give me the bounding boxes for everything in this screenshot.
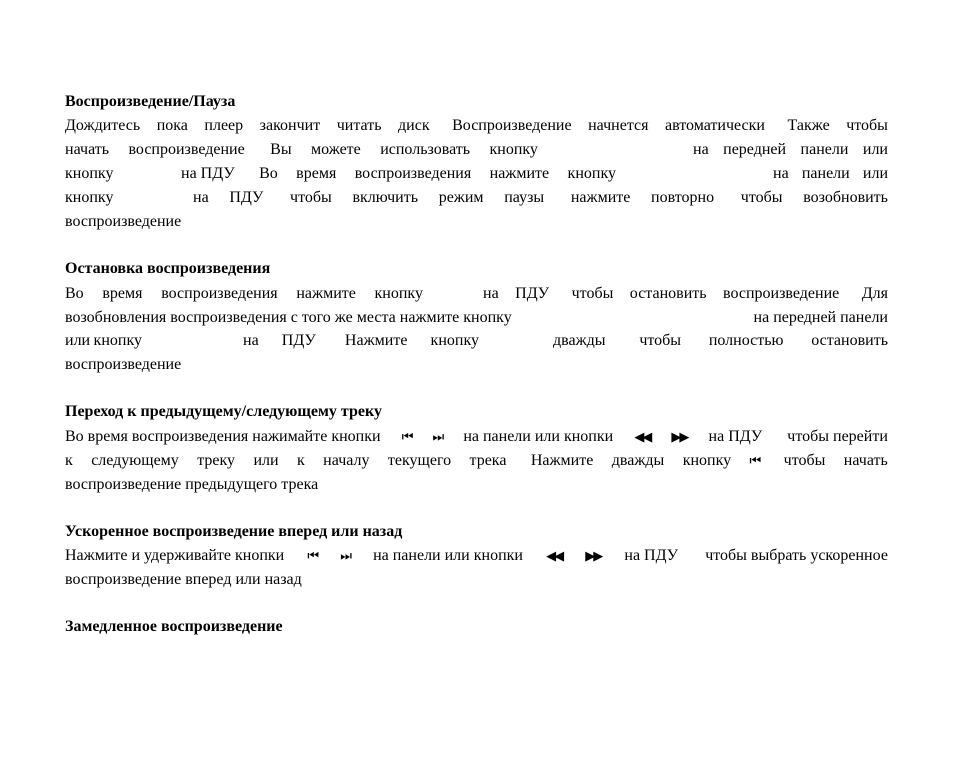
- text-segment: [483, 284, 888, 304]
- text-segment: на ПДУ: [708, 428, 763, 445]
- word: чтобы: [639, 332, 682, 349]
- word: началу: [323, 452, 370, 469]
- text-segment: возобновления воспроизведения с того же места нажмите кнопку: [65, 309, 512, 326]
- text-segment: Во время воспроизведения нажимайте кнопки: [65, 428, 381, 445]
- word: диск: [398, 117, 430, 134]
- word: кнопку: [567, 165, 616, 182]
- section-heading-play-pause: Воспроизведение/Пауза: [65, 93, 236, 110]
- word: на: [773, 165, 789, 182]
- word: трека: [469, 452, 507, 469]
- word: нажмите: [570, 189, 631, 206]
- word: панели: [800, 141, 849, 158]
- word: пока: [156, 117, 188, 134]
- text-segment: [243, 331, 479, 351]
- word: нажмите: [489, 165, 550, 182]
- word: на: [193, 189, 209, 206]
- word: кнопку: [682, 452, 732, 469]
- text-segment: [693, 140, 888, 160]
- text-segment: [773, 164, 888, 184]
- text-segment: на панели или кнопки: [373, 547, 523, 564]
- word: Во: [259, 165, 278, 182]
- word: следующему: [91, 452, 179, 469]
- word: или: [65, 332, 91, 349]
- word: чтобы: [290, 189, 332, 206]
- word: остановить: [811, 332, 888, 349]
- word: ПДУ: [281, 332, 316, 349]
- text-segment: [553, 331, 888, 351]
- text-line: воспроизведение предыдущего трека: [65, 476, 319, 493]
- text-segment: [193, 188, 888, 208]
- word: ПДУ: [515, 285, 550, 302]
- text-line: [65, 451, 888, 471]
- word: чтобы: [846, 117, 888, 134]
- word: можете: [311, 141, 361, 158]
- word: на: [693, 141, 709, 158]
- word: паузы: [504, 189, 545, 206]
- word: панели: [801, 165, 850, 182]
- skip-previous-icon: ⏮: [749, 453, 760, 468]
- text-segment: на передней панели: [753, 309, 888, 326]
- text-segment: Нажмите и удерживайте кнопки: [65, 547, 285, 564]
- word: на: [243, 332, 259, 349]
- word: полностью: [708, 332, 784, 349]
- word: к: [65, 452, 73, 469]
- skip-previous-icon: ⏮: [307, 548, 318, 563]
- word: чтобы: [783, 452, 826, 469]
- word: остановить: [629, 285, 707, 302]
- word: время: [296, 165, 337, 182]
- word: дважды: [553, 332, 606, 349]
- text-segment: [65, 140, 538, 160]
- word: чтобы: [740, 189, 783, 206]
- word: возобновить: [803, 189, 888, 206]
- fast-forward-icon: ▶▶: [671, 429, 688, 444]
- word: чтобы: [571, 285, 614, 302]
- section-heading-slow-playback: Замедленное воспроизведение: [65, 618, 283, 635]
- word: плеер: [204, 117, 244, 134]
- word: треку: [197, 452, 236, 469]
- word: передней: [723, 141, 787, 158]
- word: читать: [336, 117, 382, 134]
- skip-previous-icon: ⏮: [401, 429, 412, 444]
- word: к: [296, 452, 305, 469]
- fast-forward-icon: ▶▶: [585, 548, 602, 563]
- section-heading-fast-playback: Ускоренное воспроизведение вперед или назад: [65, 523, 403, 540]
- word: Нажмите: [530, 452, 594, 469]
- word: Нажмите: [344, 332, 408, 349]
- word: на ПДУ: [181, 165, 235, 182]
- section-heading-stop: Остановка воспроизведения: [65, 260, 271, 277]
- word: время: [102, 285, 143, 302]
- word: повторно: [651, 189, 715, 206]
- word: Дождитесь: [65, 117, 141, 134]
- text-line: воспроизведение: [65, 356, 182, 373]
- word: или: [862, 165, 888, 182]
- word: использовать: [380, 141, 471, 158]
- text-segment: на панели или кнопки: [463, 428, 614, 445]
- word: текущего: [387, 452, 452, 469]
- text-segment: на ПДУ: [624, 547, 679, 564]
- rewind-icon: ◀◀: [634, 429, 651, 444]
- word: автоматически: [664, 117, 765, 134]
- word: воспроизведения: [354, 165, 472, 182]
- word: или: [862, 141, 888, 158]
- word: кнопку: [430, 332, 479, 349]
- word: включить: [352, 189, 419, 206]
- word: дважды: [611, 452, 665, 469]
- rewind-icon: ◀◀: [546, 548, 563, 563]
- word: закончит: [259, 117, 321, 134]
- word: или: [253, 452, 279, 469]
- word: ПДУ: [229, 189, 264, 206]
- word: кнопку: [65, 189, 114, 206]
- word: начать: [65, 141, 110, 158]
- word: воспроизведения: [161, 285, 278, 302]
- word: режим: [438, 189, 484, 206]
- text-line: воспроизведение вперед или назад: [65, 571, 302, 588]
- text-line: [65, 546, 888, 566]
- word: Для: [861, 285, 888, 302]
- text-segment: чтобы выбрать ускоренное: [705, 547, 888, 564]
- word: начнется: [588, 117, 649, 134]
- word: Во: [65, 285, 84, 302]
- text-segment: чтобы перейти: [787, 428, 888, 445]
- word: кнопку: [93, 332, 142, 349]
- text-line: воспроизведение: [65, 213, 182, 230]
- word: Воспроизведение: [452, 117, 572, 134]
- text-segment: [181, 164, 616, 184]
- section-heading-track-skip: Переход к предыдущему/следующему треку: [65, 403, 382, 420]
- word: начать: [843, 452, 888, 469]
- word: нажмите: [296, 285, 356, 302]
- text-line: [65, 116, 888, 136]
- text-line: [65, 427, 888, 447]
- word: кнопку: [489, 141, 538, 158]
- word: воспроизведение: [128, 141, 245, 158]
- skip-next-icon: ⏭: [340, 548, 350, 563]
- word: кнопку: [65, 165, 114, 182]
- text-segment: [65, 284, 423, 304]
- word: Также: [787, 117, 830, 134]
- word: Вы: [270, 141, 292, 158]
- word: на: [483, 285, 499, 302]
- skip-next-icon: ⏭: [432, 429, 443, 444]
- word: воспроизведение: [723, 285, 840, 302]
- text-segment: [65, 331, 142, 351]
- word: кнопку: [374, 285, 423, 302]
